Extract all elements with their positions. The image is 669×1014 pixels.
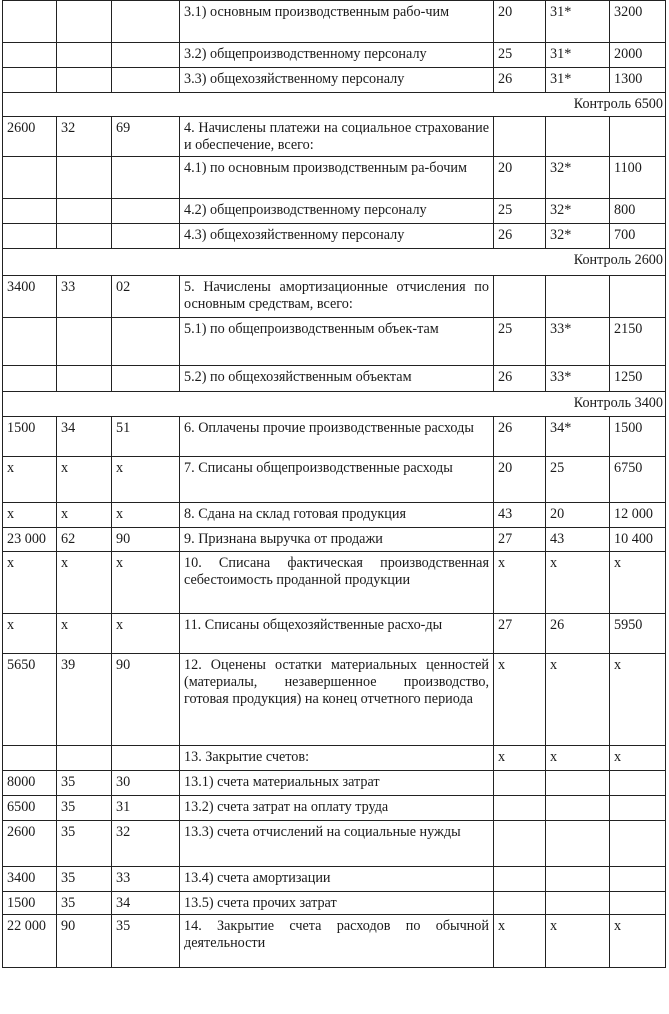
detail-amount-cell: x <box>610 746 666 771</box>
table-row <box>3 366 666 392</box>
detail-debit-cell: x <box>494 552 546 614</box>
detail-amount-cell: 1100 <box>610 157 666 199</box>
credit-account-cell <box>112 366 180 392</box>
credit-account-cell: 90 <box>112 654 180 746</box>
credit-account-cell <box>112 43 180 68</box>
debit-account-cell: x <box>57 503 112 528</box>
operation-description: 5.2) по общехозяйственным объектам <box>180 366 494 392</box>
operation-description: 8. Сдана на склад готовая продукция <box>180 503 494 528</box>
detail-credit-cell: 43 <box>546 528 610 552</box>
table-row <box>3 746 666 771</box>
detail-debit-cell: 20 <box>494 1 546 43</box>
detail-amount-cell <box>610 276 666 318</box>
debit-account-cell <box>57 1 112 43</box>
detail-credit-cell: 32* <box>546 199 610 224</box>
detail-debit-cell: 43 <box>494 503 546 528</box>
debit-account-cell: x <box>57 614 112 654</box>
credit-account-cell <box>112 68 180 93</box>
credit-account-cell <box>112 746 180 771</box>
debit-account-cell <box>57 224 112 249</box>
detail-debit-cell: 27 <box>494 528 546 552</box>
table-row <box>3 318 666 366</box>
detail-credit-cell <box>546 796 610 821</box>
table-row <box>3 821 666 867</box>
credit-account-cell: 33 <box>112 867 180 892</box>
detail-credit-cell: x <box>546 552 610 614</box>
operation-description: 4. Начислены платежи на социальное страхование и обеспечение, всего: <box>180 117 494 157</box>
credit-account-cell: 34 <box>112 892 180 915</box>
detail-amount-cell <box>610 892 666 915</box>
amount-cell: x <box>3 614 57 654</box>
amount-cell: 22 000 <box>3 915 57 968</box>
control-row <box>3 93 666 117</box>
operation-description: 13. Закрытие счетов: <box>180 746 494 771</box>
detail-amount-cell: 3200 <box>610 1 666 43</box>
debit-account-cell: 35 <box>57 867 112 892</box>
operation-description: 13.2) счета затрат на оплату труда <box>180 796 494 821</box>
control-total: Контроль 6500 <box>3 93 666 117</box>
control-row <box>3 392 666 417</box>
operation-description: 14. Закрытие счета расходов по обычной деятельности <box>180 915 494 968</box>
operation-description: 3.3) общехозяйственному персоналу <box>180 68 494 93</box>
amount-cell <box>3 318 57 366</box>
detail-debit-cell: 25 <box>494 43 546 68</box>
detail-credit-cell <box>546 867 610 892</box>
detail-credit-cell: 33* <box>546 318 610 366</box>
control-total: Контроль 3400 <box>3 392 666 417</box>
detail-credit-cell: 32* <box>546 157 610 199</box>
detail-credit-cell <box>546 276 610 318</box>
amount-cell <box>3 43 57 68</box>
detail-credit-cell <box>546 821 610 867</box>
ledger-body <box>3 1 666 968</box>
detail-amount-cell: 10 400 <box>610 528 666 552</box>
detail-debit-cell: 20 <box>494 457 546 503</box>
detail-debit-cell <box>494 892 546 915</box>
detail-debit-cell: x <box>494 915 546 968</box>
table-row <box>3 1 666 43</box>
debit-account-cell: 35 <box>57 892 112 915</box>
detail-debit-cell <box>494 771 546 796</box>
table-row <box>3 117 666 157</box>
table-row <box>3 417 666 457</box>
operation-description: 5.1) по общепроизводственным объек-там <box>180 318 494 366</box>
debit-account-cell <box>57 43 112 68</box>
credit-account-cell: 90 <box>112 528 180 552</box>
debit-account-cell: x <box>57 457 112 503</box>
detail-credit-cell: 31* <box>546 68 610 93</box>
credit-account-cell <box>112 1 180 43</box>
detail-debit-cell: x <box>494 746 546 771</box>
amount-cell: x <box>3 457 57 503</box>
debit-account-cell <box>57 157 112 199</box>
amount-cell <box>3 1 57 43</box>
table-row <box>3 614 666 654</box>
debit-account-cell: 35 <box>57 821 112 867</box>
detail-amount-cell: x <box>610 654 666 746</box>
detail-debit-cell <box>494 276 546 318</box>
detail-credit-cell: x <box>546 915 610 968</box>
operation-description: 7. Списаны общепроизводственные расходы <box>180 457 494 503</box>
amount-cell: 5650 <box>3 654 57 746</box>
operation-description: 10. Списана фактическая производственная себестоимость проданной продукции <box>180 552 494 614</box>
credit-account-cell: x <box>112 457 180 503</box>
credit-account-cell <box>112 224 180 249</box>
amount-cell <box>3 157 57 199</box>
detail-debit-cell: 27 <box>494 614 546 654</box>
table-row <box>3 552 666 614</box>
detail-amount-cell: 12 000 <box>610 503 666 528</box>
detail-credit-cell: 32* <box>546 224 610 249</box>
operation-description: 13.4) счета амортизации <box>180 867 494 892</box>
detail-credit-cell <box>546 771 610 796</box>
debit-account-cell: 32 <box>57 117 112 157</box>
credit-account-cell: 30 <box>112 771 180 796</box>
detail-amount-cell <box>610 867 666 892</box>
detail-amount-cell: 1250 <box>610 366 666 392</box>
credit-account-cell: x <box>112 614 180 654</box>
detail-credit-cell <box>546 892 610 915</box>
operation-description: 9. Признана выручка от продажи <box>180 528 494 552</box>
table-row <box>3 43 666 68</box>
detail-amount-cell <box>610 117 666 157</box>
amount-cell <box>3 68 57 93</box>
table-row <box>3 796 666 821</box>
amount-cell: 23 000 <box>3 528 57 552</box>
detail-debit-cell: 26 <box>494 224 546 249</box>
detail-debit-cell <box>494 796 546 821</box>
detail-amount-cell: 800 <box>610 199 666 224</box>
detail-amount-cell <box>610 796 666 821</box>
detail-credit-cell: 20 <box>546 503 610 528</box>
operation-description: 4.1) по основным производственным ра-бочим <box>180 157 494 199</box>
amount-cell: 2600 <box>3 117 57 157</box>
table-row <box>3 276 666 318</box>
detail-debit-cell: 26 <box>494 68 546 93</box>
table-row <box>3 915 666 968</box>
detail-debit-cell: 25 <box>494 199 546 224</box>
table-row <box>3 528 666 552</box>
amount-cell: 3400 <box>3 867 57 892</box>
debit-account-cell: 34 <box>57 417 112 457</box>
control-row <box>3 249 666 276</box>
detail-amount-cell: 1500 <box>610 417 666 457</box>
table-row <box>3 892 666 915</box>
operation-description: 3.2) общепроизводственному персоналу <box>180 43 494 68</box>
amount-cell: 1500 <box>3 892 57 915</box>
operation-description: 6. Оплачены прочие производственные расходы <box>180 417 494 457</box>
credit-account-cell <box>112 199 180 224</box>
credit-account-cell: 02 <box>112 276 180 318</box>
operation-description: 4.2) общепроизводственному персоналу <box>180 199 494 224</box>
amount-cell: 8000 <box>3 771 57 796</box>
detail-amount-cell: 1300 <box>610 68 666 93</box>
credit-account-cell <box>112 318 180 366</box>
detail-amount-cell <box>610 771 666 796</box>
debit-account-cell: 90 <box>57 915 112 968</box>
detail-credit-cell: 25 <box>546 457 610 503</box>
detail-debit-cell: 26 <box>494 366 546 392</box>
detail-credit-cell: 34* <box>546 417 610 457</box>
detail-credit-cell: 33* <box>546 366 610 392</box>
detail-debit-cell <box>494 821 546 867</box>
debit-account-cell <box>57 366 112 392</box>
detail-credit-cell: x <box>546 654 610 746</box>
operation-description: 11. Списаны общехозяйственные расхо-ды <box>180 614 494 654</box>
table-row <box>3 654 666 746</box>
credit-account-cell: x <box>112 503 180 528</box>
amount-cell <box>3 199 57 224</box>
operation-description: 5. Начислены амортизационные отчисления по основным средствам, всего: <box>180 276 494 318</box>
debit-account-cell: 39 <box>57 654 112 746</box>
debit-account-cell: 35 <box>57 796 112 821</box>
detail-amount-cell <box>610 821 666 867</box>
detail-credit-cell: x <box>546 746 610 771</box>
amount-cell: 6500 <box>3 796 57 821</box>
table-row <box>3 867 666 892</box>
operation-description: 13.5) счета прочих затрат <box>180 892 494 915</box>
operation-description: 4.3) общехозяйственному персоналу <box>180 224 494 249</box>
table-row <box>3 199 666 224</box>
amount-cell <box>3 224 57 249</box>
detail-credit-cell: 31* <box>546 43 610 68</box>
amount-cell: 3400 <box>3 276 57 318</box>
amount-cell <box>3 746 57 771</box>
detail-debit-cell: 20 <box>494 157 546 199</box>
table-row <box>3 503 666 528</box>
amount-cell: x <box>3 552 57 614</box>
debit-account-cell <box>57 318 112 366</box>
control-total: Контроль 2600 <box>3 249 666 276</box>
detail-debit-cell <box>494 867 546 892</box>
credit-account-cell: x <box>112 552 180 614</box>
detail-amount-cell: 2000 <box>610 43 666 68</box>
table-row <box>3 157 666 199</box>
ledger-table <box>2 0 666 968</box>
debit-account-cell: 62 <box>57 528 112 552</box>
detail-amount-cell: x <box>610 552 666 614</box>
detail-debit-cell: x <box>494 654 546 746</box>
debit-account-cell <box>57 746 112 771</box>
table-row <box>3 771 666 796</box>
debit-account-cell: 35 <box>57 771 112 796</box>
amount-cell: 2600 <box>3 821 57 867</box>
operation-description: 12. Оценены остатки материальных ценностей (материалы, незавершенное производство, готовая продукция) на конец отчетного периода <box>180 654 494 746</box>
detail-amount-cell: x <box>610 915 666 968</box>
credit-account-cell: 32 <box>112 821 180 867</box>
credit-account-cell: 69 <box>112 117 180 157</box>
operation-description: 13.1) счета материальных затрат <box>180 771 494 796</box>
credit-account-cell: 51 <box>112 417 180 457</box>
detail-debit-cell: 25 <box>494 318 546 366</box>
table-row <box>3 224 666 249</box>
operation-description: 13.3) счета отчислений на социальные нужды <box>180 821 494 867</box>
debit-account-cell: 33 <box>57 276 112 318</box>
credit-account-cell: 35 <box>112 915 180 968</box>
debit-account-cell <box>57 68 112 93</box>
amount-cell <box>3 366 57 392</box>
detail-credit-cell: 26 <box>546 614 610 654</box>
detail-credit-cell <box>546 117 610 157</box>
credit-account-cell <box>112 157 180 199</box>
table-row <box>3 457 666 503</box>
detail-amount-cell: 5950 <box>610 614 666 654</box>
debit-account-cell: x <box>57 552 112 614</box>
amount-cell: 1500 <box>3 417 57 457</box>
detail-credit-cell: 31* <box>546 1 610 43</box>
amount-cell: x <box>3 503 57 528</box>
operation-description: 3.1) основным производственным рабо-чим <box>180 1 494 43</box>
detail-amount-cell: 2150 <box>610 318 666 366</box>
detail-debit-cell: 26 <box>494 417 546 457</box>
detail-amount-cell: 700 <box>610 224 666 249</box>
debit-account-cell <box>57 199 112 224</box>
table-row <box>3 68 666 93</box>
credit-account-cell: 31 <box>112 796 180 821</box>
detail-debit-cell <box>494 117 546 157</box>
detail-amount-cell: 6750 <box>610 457 666 503</box>
